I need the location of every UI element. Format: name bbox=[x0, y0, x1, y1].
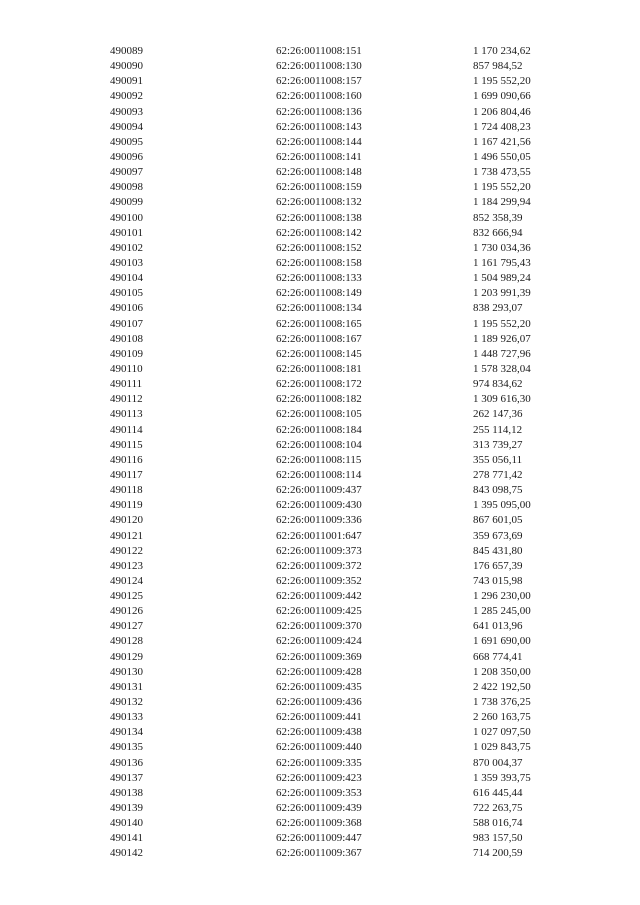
cadastral-value-cell: 1 206 804,46 bbox=[473, 105, 531, 118]
cadastral-number-cell: 62:26:0011008:157 bbox=[276, 75, 362, 88]
record-number-cell: 490092 bbox=[110, 90, 143, 103]
cadastral-value-cell: 1 738 376,25 bbox=[473, 696, 531, 709]
record-number-cell: 490109 bbox=[110, 347, 143, 360]
record-number-cell: 490117 bbox=[110, 468, 143, 481]
table-row bbox=[0, 468, 640, 483]
table-row bbox=[0, 544, 640, 559]
cadastral-value-cell: 1 029 843,75 bbox=[473, 741, 531, 754]
cadastral-number-cell: 62:26:0011009:335 bbox=[276, 756, 362, 769]
table-row bbox=[0, 271, 640, 286]
cadastral-number-cell: 62:26:0011008:138 bbox=[276, 211, 362, 224]
record-number-cell: 490134 bbox=[110, 726, 143, 739]
record-number-cell: 490123 bbox=[110, 559, 143, 572]
cadastral-value-cell: 1 578 328,04 bbox=[473, 362, 531, 375]
record-number-cell: 490096 bbox=[110, 150, 143, 163]
cadastral-value-cell: 359 673,69 bbox=[473, 529, 523, 542]
record-number-cell: 490120 bbox=[110, 514, 143, 527]
record-number-cell: 490090 bbox=[110, 60, 143, 73]
cadastral-number-cell: 62:26:0011008:184 bbox=[276, 423, 362, 436]
cadastral-number-cell: 62:26:0011008:132 bbox=[276, 196, 362, 209]
table-row bbox=[0, 241, 640, 256]
table-row bbox=[0, 135, 640, 150]
record-number-cell: 490130 bbox=[110, 665, 143, 678]
cadastral-value-cell: 743 015,98 bbox=[473, 574, 523, 587]
table-row bbox=[0, 165, 640, 180]
table-row bbox=[0, 816, 640, 831]
cadastral-number-cell: 62:26:0011009:442 bbox=[276, 590, 362, 603]
cadastral-value-cell: 870 004,37 bbox=[473, 756, 523, 769]
cadastral-value-cell: 1 285 245,00 bbox=[473, 605, 531, 618]
record-number-cell: 490140 bbox=[110, 817, 143, 830]
cadastral-value-cell: 1 496 550,05 bbox=[473, 150, 531, 163]
record-number-cell: 490133 bbox=[110, 711, 143, 724]
cadastral-number-cell: 62:26:0011009:438 bbox=[276, 726, 362, 739]
table-row bbox=[0, 559, 640, 574]
record-number-cell: 490141 bbox=[110, 832, 143, 845]
cadastral-number-cell: 62:26:0011008:172 bbox=[276, 378, 362, 391]
cadastral-number-cell: 62:26:0011008:158 bbox=[276, 256, 362, 269]
record-number-cell: 490131 bbox=[110, 680, 143, 693]
record-number-cell: 490142 bbox=[110, 847, 143, 860]
cadastral-value-cell: 838 293,07 bbox=[473, 302, 523, 315]
record-number-cell: 490099 bbox=[110, 196, 143, 209]
cadastral-number-cell: 62:26:0011009:437 bbox=[276, 484, 362, 497]
cadastral-value-cell: 1 699 090,66 bbox=[473, 90, 531, 103]
table-row bbox=[0, 392, 640, 407]
record-number-cell: 490105 bbox=[110, 287, 143, 300]
cadastral-value-cell: 1 309 616,30 bbox=[473, 393, 531, 406]
record-number-cell: 490111 bbox=[110, 378, 143, 391]
cadastral-value-cell: 2 422 192,50 bbox=[473, 680, 531, 693]
cadastral-number-cell: 62:26:0011009:447 bbox=[276, 832, 362, 845]
cadastral-number-cell: 62:26:0011008:165 bbox=[276, 317, 362, 330]
cadastral-value-cell: 1 395 095,00 bbox=[473, 499, 531, 512]
table-row bbox=[0, 831, 640, 846]
cadastral-value-cell: 832 666,94 bbox=[473, 226, 523, 239]
cadastral-value-cell: 1 504 989,24 bbox=[473, 272, 531, 285]
table-row bbox=[0, 725, 640, 740]
cadastral-number-cell: 62:26:0011008:159 bbox=[276, 181, 362, 194]
record-number-cell: 490103 bbox=[110, 256, 143, 269]
table-row bbox=[0, 574, 640, 589]
data-table bbox=[0, 44, 640, 862]
table-row bbox=[0, 680, 640, 695]
record-number-cell: 490135 bbox=[110, 741, 143, 754]
table-row bbox=[0, 604, 640, 619]
cadastral-number-cell: 62:26:0011009:367 bbox=[276, 847, 362, 860]
table-row bbox=[0, 801, 640, 816]
table-row bbox=[0, 286, 640, 301]
record-number-cell: 490106 bbox=[110, 302, 143, 315]
cadastral-value-cell: 1 027 097,50 bbox=[473, 726, 531, 739]
table-row bbox=[0, 513, 640, 528]
cadastral-value-cell: 722 263,75 bbox=[473, 802, 523, 815]
cadastral-number-cell: 62:26:0011008:144 bbox=[276, 135, 362, 148]
cadastral-value-cell: 1 730 034,36 bbox=[473, 241, 531, 254]
cadastral-value-cell: 867 601,05 bbox=[473, 514, 523, 527]
cadastral-value-cell: 1 195 552,20 bbox=[473, 75, 531, 88]
cadastral-value-cell: 278 771,42 bbox=[473, 468, 523, 481]
cadastral-number-cell: 62:26:0011008:133 bbox=[276, 272, 362, 285]
record-number-cell: 490101 bbox=[110, 226, 143, 239]
record-number-cell: 490138 bbox=[110, 786, 143, 799]
record-number-cell: 490126 bbox=[110, 605, 143, 618]
table-row bbox=[0, 529, 640, 544]
record-number-cell: 490093 bbox=[110, 105, 143, 118]
record-number-cell: 490137 bbox=[110, 771, 143, 784]
record-number-cell: 490112 bbox=[110, 393, 143, 406]
cadastral-number-cell: 62:26:0011008:115 bbox=[276, 453, 362, 466]
cadastral-value-cell: 313 739,27 bbox=[473, 438, 523, 451]
record-number-cell: 490102 bbox=[110, 241, 143, 254]
cadastral-number-cell: 62:26:0011008:167 bbox=[276, 332, 362, 345]
cadastral-value-cell: 262 147,36 bbox=[473, 408, 523, 421]
cadastral-number-cell: 62:26:0011008:141 bbox=[276, 150, 362, 163]
cadastral-number-cell: 62:26:0011009:439 bbox=[276, 802, 362, 815]
cadastral-value-cell: 852 358,39 bbox=[473, 211, 523, 224]
cadastral-value-cell: 1 359 393,75 bbox=[473, 771, 531, 784]
cadastral-number-cell: 62:26:0011009:425 bbox=[276, 605, 362, 618]
cadastral-number-cell: 62:26:0011009:424 bbox=[276, 635, 362, 648]
cadastral-value-cell: 176 657,39 bbox=[473, 559, 523, 572]
cadastral-value-cell: 1 691 690,00 bbox=[473, 635, 531, 648]
cadastral-number-cell: 62:26:0011008:181 bbox=[276, 362, 362, 375]
table-row bbox=[0, 650, 640, 665]
cadastral-number-cell: 62:26:0011001:647 bbox=[276, 529, 362, 542]
record-number-cell: 490127 bbox=[110, 620, 143, 633]
cadastral-value-cell: 355 056,11 bbox=[473, 453, 523, 466]
table-row bbox=[0, 332, 640, 347]
record-number-cell: 490098 bbox=[110, 181, 143, 194]
record-number-cell: 490107 bbox=[110, 317, 143, 330]
cadastral-number-cell: 62:26:0011009:369 bbox=[276, 650, 362, 663]
cadastral-value-cell: 974 834,62 bbox=[473, 378, 523, 391]
record-number-cell: 490132 bbox=[110, 696, 143, 709]
record-number-cell: 490116 bbox=[110, 453, 143, 466]
cadastral-number-cell: 62:26:0011009:336 bbox=[276, 514, 362, 527]
cadastral-value-cell: 1 724 408,23 bbox=[473, 120, 531, 133]
record-number-cell: 490094 bbox=[110, 120, 143, 133]
table-row bbox=[0, 211, 640, 226]
table-row bbox=[0, 695, 640, 710]
cadastral-value-cell: 1 738 473,55 bbox=[473, 166, 531, 179]
record-number-cell: 490110 bbox=[110, 362, 143, 375]
table-row bbox=[0, 105, 640, 120]
table-row bbox=[0, 665, 640, 680]
table-row bbox=[0, 710, 640, 725]
record-number-cell: 490129 bbox=[110, 650, 143, 663]
record-number-cell: 490114 bbox=[110, 423, 143, 436]
table-row bbox=[0, 786, 640, 801]
table-row bbox=[0, 423, 640, 438]
record-number-cell: 490095 bbox=[110, 135, 143, 148]
cadastral-number-cell: 62:26:0011008:104 bbox=[276, 438, 362, 451]
record-number-cell: 490128 bbox=[110, 635, 143, 648]
cadastral-number-cell: 62:26:0011009:436 bbox=[276, 696, 362, 709]
cadastral-number-cell: 62:26:0011008:134 bbox=[276, 302, 362, 315]
table-row bbox=[0, 483, 640, 498]
table-row bbox=[0, 44, 640, 59]
cadastral-value-cell: 1 448 727,96 bbox=[473, 347, 531, 360]
cadastral-number-cell: 62:26:0011008:152 bbox=[276, 241, 362, 254]
record-number-cell: 490119 bbox=[110, 499, 143, 512]
cadastral-number-cell: 62:26:0011008:143 bbox=[276, 120, 362, 133]
record-number-cell: 490100 bbox=[110, 211, 143, 224]
cadastral-number-cell: 62:26:0011008:145 bbox=[276, 347, 362, 360]
table-row bbox=[0, 59, 640, 74]
cadastral-value-cell: 588 016,74 bbox=[473, 817, 523, 830]
cadastral-number-cell: 62:26:0011008:182 bbox=[276, 393, 362, 406]
record-number-cell: 490136 bbox=[110, 756, 143, 769]
cadastral-number-cell: 62:26:0011009:435 bbox=[276, 680, 362, 693]
cadastral-value-cell: 1 170 234,62 bbox=[473, 45, 531, 57]
cadastral-value-cell: 1 296 230,00 bbox=[473, 590, 531, 603]
cadastral-value-cell: 1 195 552,20 bbox=[473, 181, 531, 194]
cadastral-number-cell: 62:26:0011008:151 bbox=[276, 45, 362, 57]
cadastral-number-cell: 62:26:0011009:352 bbox=[276, 574, 362, 587]
table-row bbox=[0, 438, 640, 453]
table-row bbox=[0, 771, 640, 786]
cadastral-number-cell: 62:26:0011009:373 bbox=[276, 544, 362, 557]
cadastral-number-cell: 62:26:0011009:441 bbox=[276, 711, 362, 724]
cadastral-number-cell: 62:26:0011008:148 bbox=[276, 166, 362, 179]
record-number-cell: 490115 bbox=[110, 438, 143, 451]
cadastral-number-cell: 62:26:0011009:370 bbox=[276, 620, 362, 633]
cadastral-value-cell: 641 013,96 bbox=[473, 620, 523, 633]
table-row bbox=[0, 846, 640, 861]
record-number-cell: 490097 bbox=[110, 166, 143, 179]
cadastral-value-cell: 616 445,44 bbox=[473, 786, 523, 799]
cadastral-number-cell: 62:26:0011008:160 bbox=[276, 90, 362, 103]
cadastral-value-cell: 845 431,80 bbox=[473, 544, 523, 557]
table-row bbox=[0, 347, 640, 362]
table-row bbox=[0, 256, 640, 271]
record-number-cell: 490118 bbox=[110, 484, 143, 497]
cadastral-value-cell: 714 200,59 bbox=[473, 847, 523, 860]
table-row bbox=[0, 317, 640, 332]
record-number-cell: 490089 bbox=[110, 45, 143, 57]
cadastral-value-cell: 983 157,50 bbox=[473, 832, 523, 845]
cadastral-value-cell: 1 167 421,56 bbox=[473, 135, 531, 148]
cadastral-value-cell: 668 774,41 bbox=[473, 650, 523, 663]
record-number-cell: 490139 bbox=[110, 802, 143, 815]
record-number-cell: 490122 bbox=[110, 544, 143, 557]
table-row bbox=[0, 180, 640, 195]
table-row bbox=[0, 619, 640, 634]
table-row bbox=[0, 74, 640, 89]
table-row bbox=[0, 634, 640, 649]
table-row bbox=[0, 453, 640, 468]
table-row bbox=[0, 226, 640, 241]
cadastral-value-cell: 1 195 552,20 bbox=[473, 317, 531, 330]
record-number-cell: 490104 bbox=[110, 272, 143, 285]
cadastral-number-cell: 62:26:0011008:142 bbox=[276, 226, 362, 239]
table-row bbox=[0, 589, 640, 604]
cadastral-value-cell: 1 208 350,00 bbox=[473, 665, 531, 678]
record-number-cell: 490121 bbox=[110, 529, 143, 542]
cadastral-value-cell: 2 260 163,75 bbox=[473, 711, 531, 724]
cadastral-number-cell: 62:26:0011009:430 bbox=[276, 499, 362, 512]
cadastral-value-cell: 1 161 795,43 bbox=[473, 256, 531, 269]
cadastral-number-cell: 62:26:0011008:130 bbox=[276, 60, 362, 73]
cadastral-number-cell: 62:26:0011008:149 bbox=[276, 287, 362, 300]
record-number-cell: 490108 bbox=[110, 332, 143, 345]
cadastral-number-cell: 62:26:0011008:114 bbox=[276, 468, 362, 481]
cadastral-number-cell: 62:26:0011009:368 bbox=[276, 817, 362, 830]
cadastral-value-cell: 1 203 991,39 bbox=[473, 287, 531, 300]
cadastral-value-cell: 857 984,52 bbox=[473, 60, 523, 73]
cadastral-value-cell: 843 098,75 bbox=[473, 484, 523, 497]
table-row bbox=[0, 120, 640, 135]
table-row bbox=[0, 150, 640, 165]
cadastral-number-cell: 62:26:0011009:428 bbox=[276, 665, 362, 678]
table-row bbox=[0, 362, 640, 377]
cadastral-number-cell: 62:26:0011009:372 bbox=[276, 559, 362, 572]
table-row bbox=[0, 407, 640, 422]
cadastral-value-cell: 255 114,12 bbox=[473, 423, 523, 436]
table-row bbox=[0, 377, 640, 392]
cadastral-value-cell: 1 189 926,07 bbox=[473, 332, 531, 345]
cadastral-value-cell: 1 184 299,94 bbox=[473, 196, 531, 209]
cadastral-number-cell: 62:26:0011008:105 bbox=[276, 408, 362, 421]
record-number-cell: 490091 bbox=[110, 75, 143, 88]
table-row bbox=[0, 498, 640, 513]
table-row bbox=[0, 756, 640, 771]
record-number-cell: 490124 bbox=[110, 574, 143, 587]
cadastral-number-cell: 62:26:0011009:440 bbox=[276, 741, 362, 754]
table-row bbox=[0, 195, 640, 210]
record-number-cell: 490125 bbox=[110, 590, 143, 603]
record-number-cell: 490113 bbox=[110, 408, 143, 421]
table-row bbox=[0, 89, 640, 104]
cadastral-number-cell: 62:26:0011009:353 bbox=[276, 786, 362, 799]
cadastral-number-cell: 62:26:0011008:136 bbox=[276, 105, 362, 118]
cadastral-number-cell: 62:26:0011009:423 bbox=[276, 771, 362, 784]
table-row bbox=[0, 301, 640, 316]
table-row bbox=[0, 740, 640, 755]
